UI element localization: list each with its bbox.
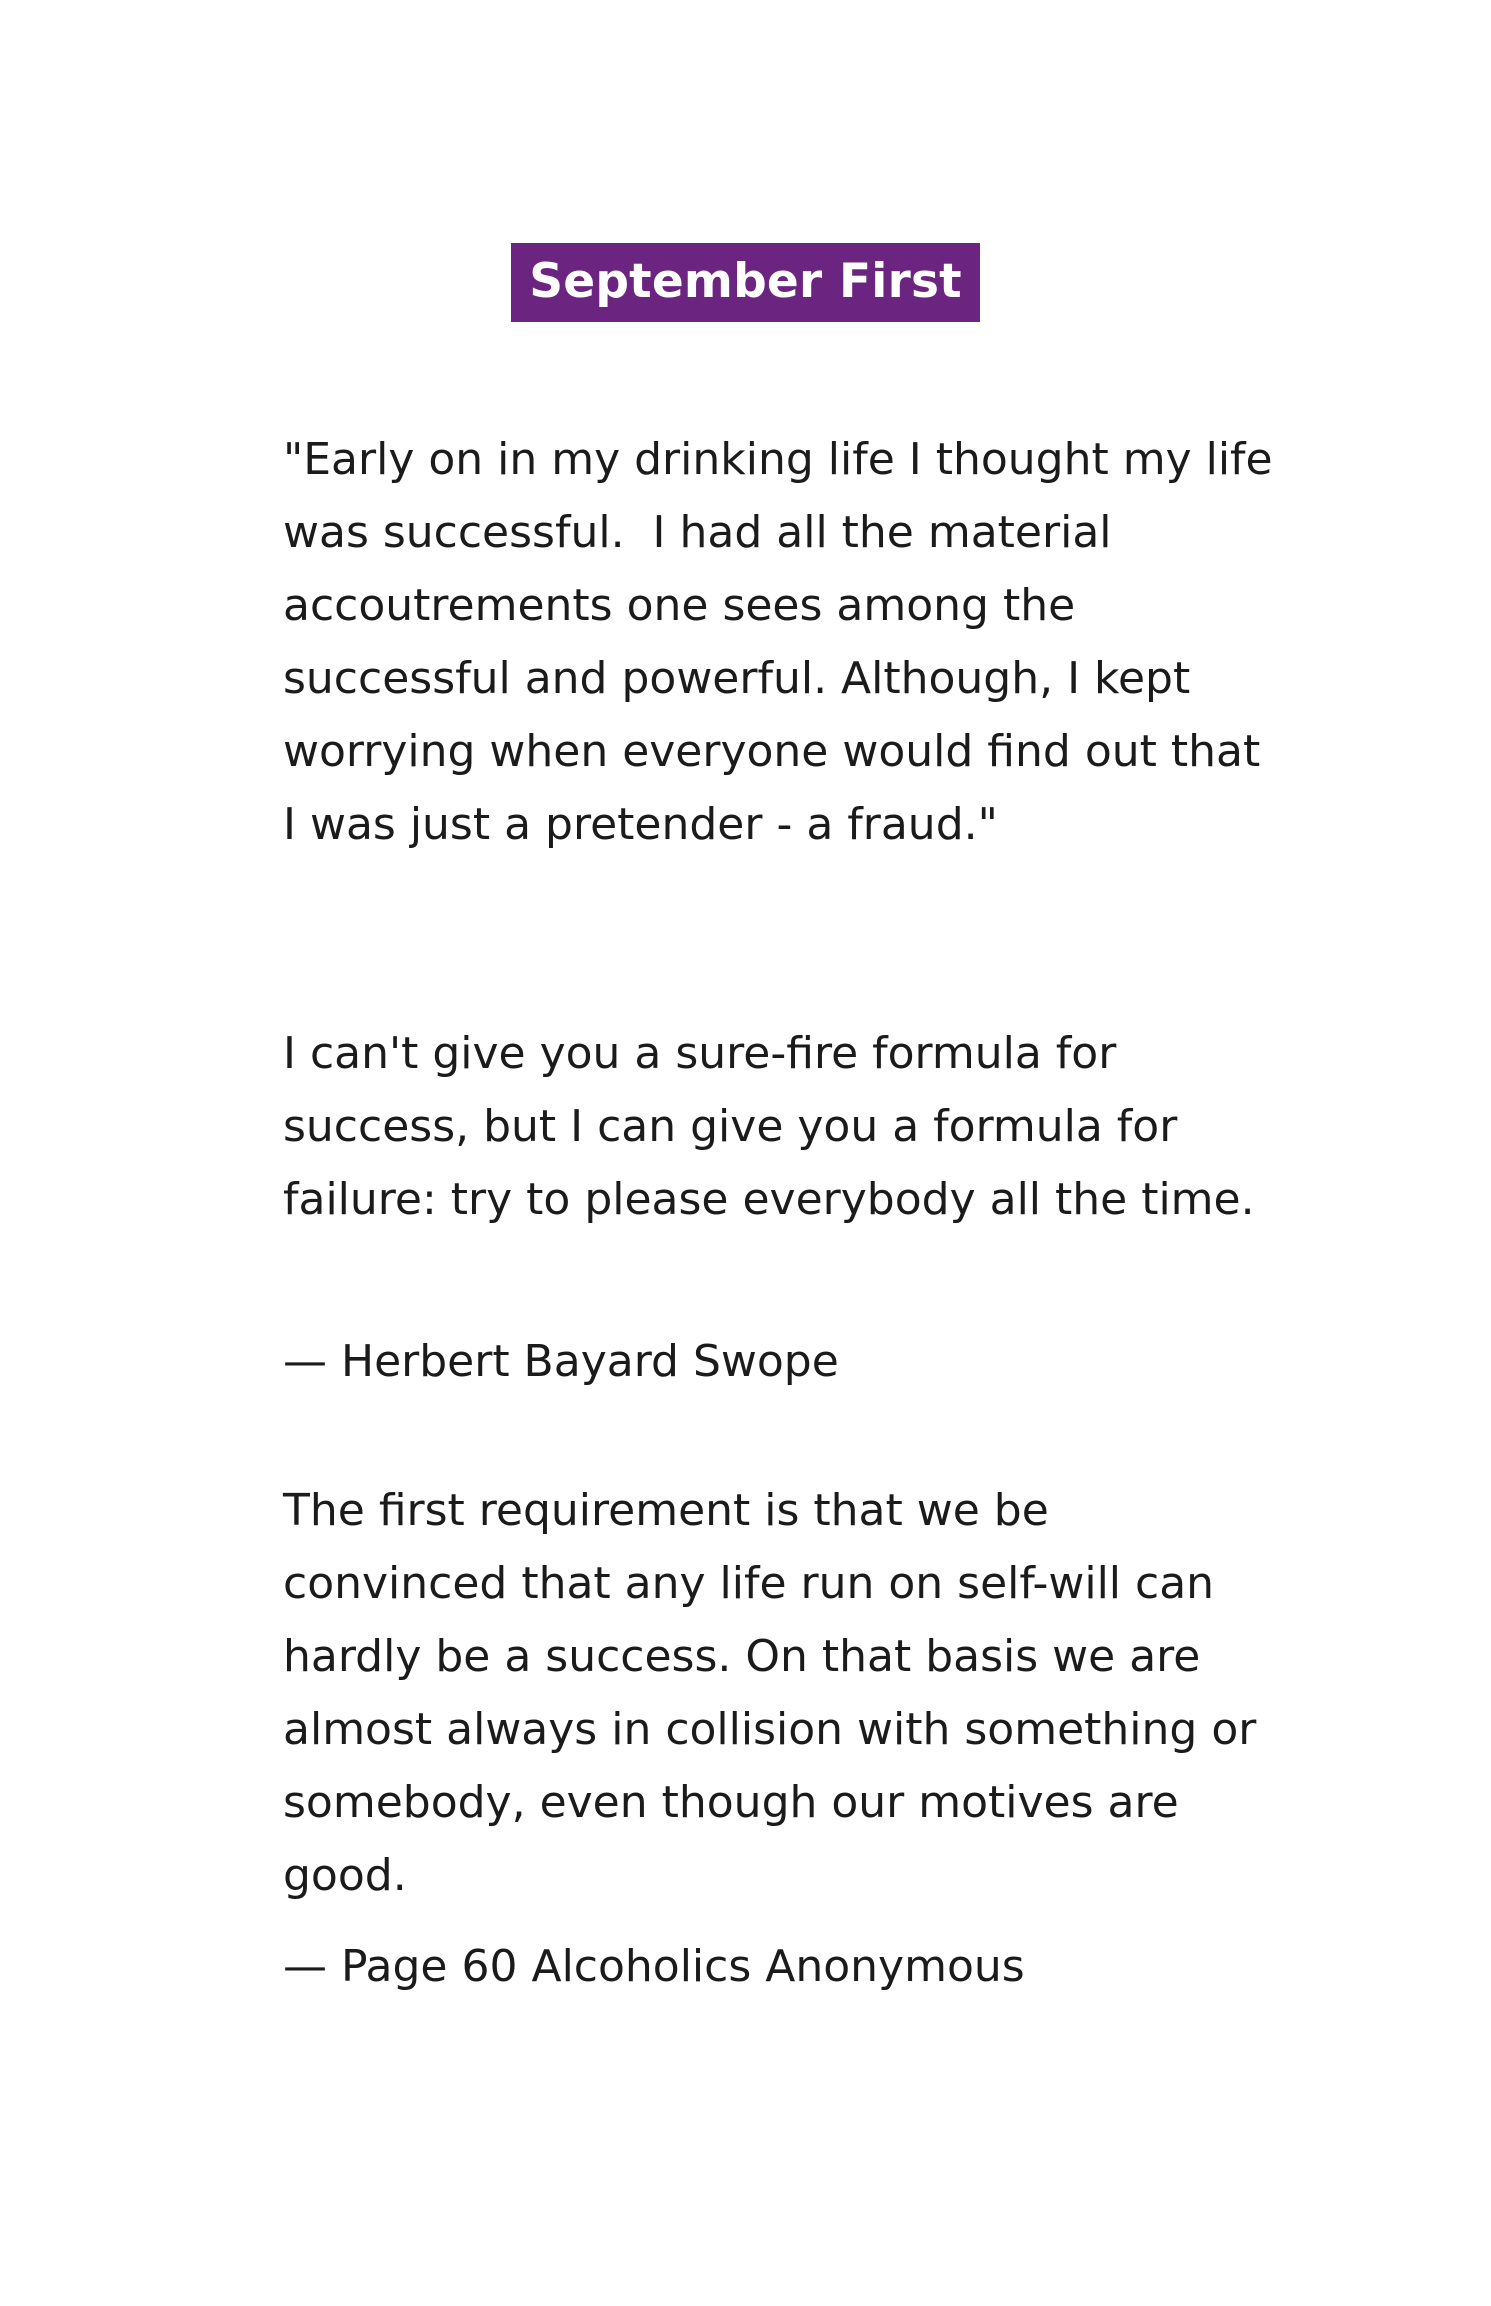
- quote-attribution-2: — Page 60 Alcoholics Anonymous: [283, 1941, 1025, 1992]
- page-title-container: [0, 243, 1491, 322]
- quote-paragraph-3: The first requirement is that we be convinced that any life run on self-will can hardly be a success. On that basis we are almost always in collision with something or somebody, even though our motives are good.: [283, 1485, 1271, 1901]
- quote-attribution-1: — Herbert Bayard Swope: [283, 1336, 839, 1387]
- quote-paragraph-2: I can't give you a sure-fire formula for success, but I can give you a formula for failure: try to please everybody all the time.: [283, 1028, 1255, 1225]
- page-title: September First: [511, 243, 980, 322]
- quote-paragraph-1: "Early on in my drinking life I thought my life was successful. I had all the material accoutrements one sees among the successful and powerful. Although, I kept worrying when everyone would find out that I was just a pretender - a fraud.": [283, 434, 1287, 850]
